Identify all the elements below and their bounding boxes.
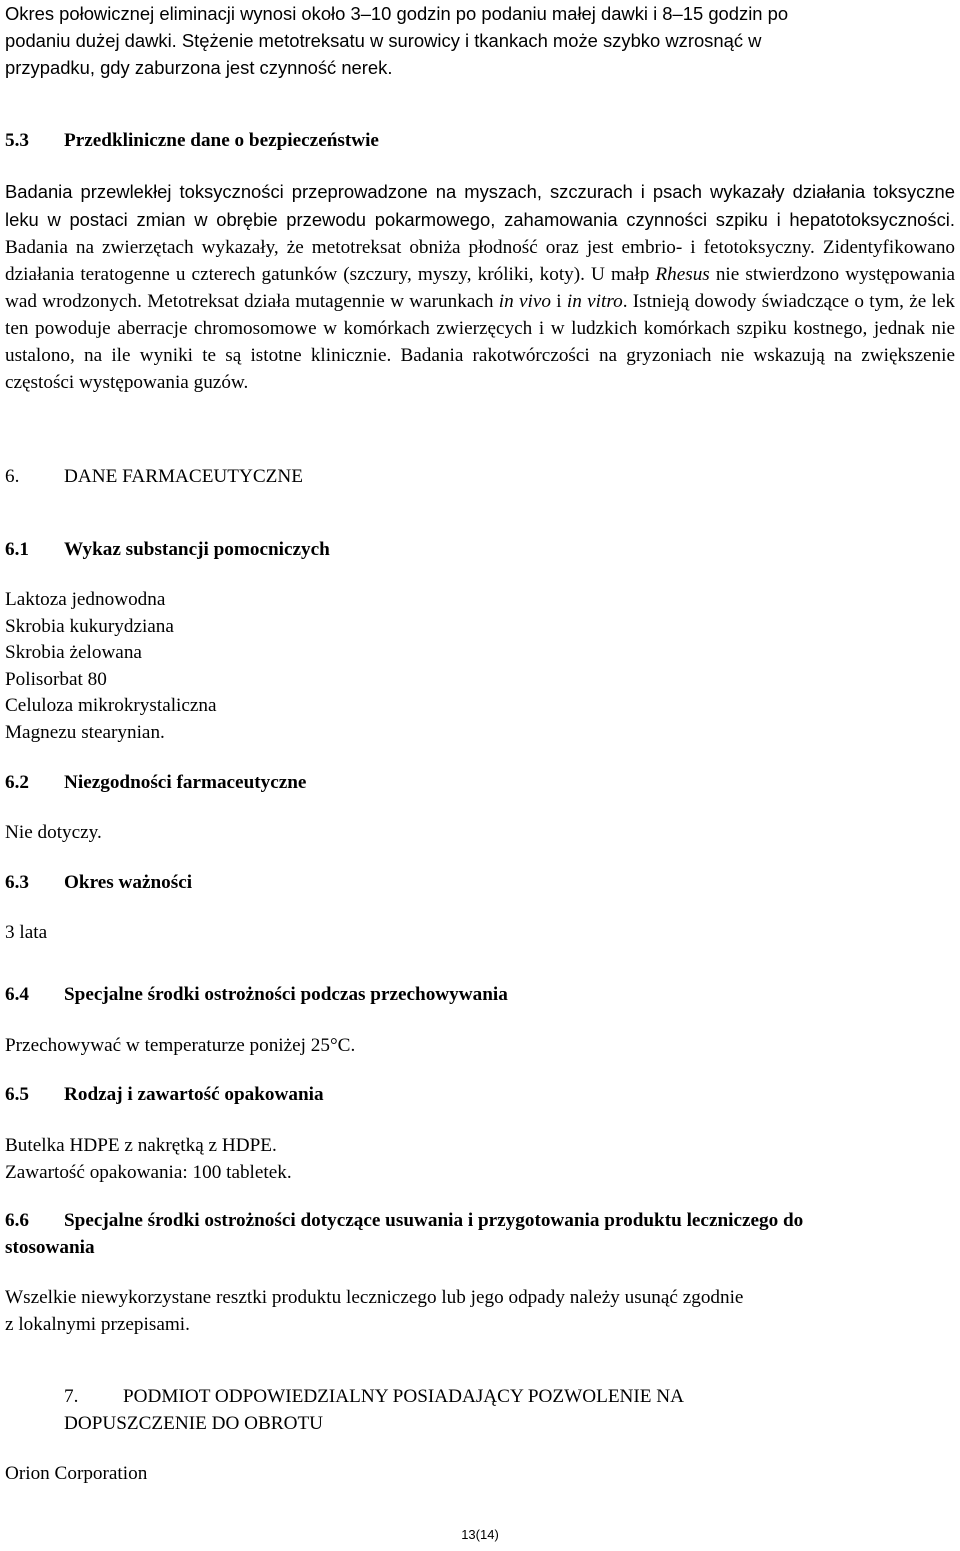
body-text: . Istnieją dowody świadczące o tym, że lek ten powoduje aberracje chromosomowe w komórkach zwierzęcych i w ludzkich komórkach szpiku kostnego, jednak nie ustalono, na ile wyniki te są istotne klinicznie. Badania rakotwórczości na gryzoniach nie wskazują na zwiększenie częstości występowania guzów. — [5, 291, 956, 393]
section-number: 6.3 — [5, 872, 29, 893]
section-number: 6.1 — [5, 539, 29, 560]
section-heading-6-2 — [5, 770, 955, 797]
section-heading-6-1 — [5, 537, 955, 564]
body-line: z lokalnymi przepisami. — [5, 1313, 190, 1335]
section-heading-6-6 — [5, 1208, 955, 1261]
page-number: 13(14) — [461, 1527, 499, 1542]
body-text: nie stwierdzono występowania wad wrodzonych. Metotreksat działa mutagennie w warunkach — [5, 264, 955, 312]
section-title: Przedkliniczne dane o bezpieczeństwie — [64, 130, 379, 151]
intro-line: Okres połowicznej eliminacji wynosi około 3–10 godzin po podaniu małej dawki i 8–15 godzin po — [5, 3, 789, 24]
section-title: Specjalne środki ostrożności podczas przechowywania — [64, 984, 508, 1005]
section-title: Specjalne środki ostrożności dotyczące usuwania i przygotowania produktu leczniczego do — [64, 1210, 804, 1231]
section-6-6-body — [5, 1285, 955, 1338]
list-item: Laktoza jednowodna — [5, 589, 166, 610]
section-heading-6-5 — [5, 1082, 955, 1109]
body-text: Badania przewlekłej toksyczności przeprowadzone na myszach, szczurach i psach wykazały działania toksyczne leku w postaci zmian w obrębie przewodu pokarmowego, zahamowania czynności szpiku i hepatotoksyczności. — [5, 181, 955, 230]
body-line: Wszelkie niewykorzystane resztki produktu leczniczego lub jego odpady należy usunąć zgodnie — [5, 1287, 744, 1308]
section-heading-5-3 — [5, 128, 955, 155]
section-title: Wykaz substancji pomocniczych — [64, 539, 330, 560]
section-5-3-body — [5, 178, 955, 396]
section-number: 7. — [64, 1386, 79, 1407]
body-text-italic: Rhesus — [655, 264, 710, 285]
section-number: 6.4 — [5, 984, 29, 1005]
section-heading-7 — [5, 1384, 955, 1437]
section-number: 5.3 — [5, 130, 29, 151]
section-heading-6-3 — [5, 870, 955, 897]
list-item: Magnezu stearynian. — [5, 721, 165, 743]
list-item: Celuloza mikrokrystaliczna — [5, 695, 217, 716]
excipients-list — [5, 587, 955, 746]
section-6-3-body: 3 lata — [5, 922, 48, 943]
body-text-italic: in vitro — [566, 291, 623, 312]
section-6-4-body: Przechowywać w temperaturze poniżej 25°C. — [5, 1035, 356, 1056]
body-text: Zidentyfikowano działania teratogenne u czterech gatunków (szczury, myszy, króliki, koty). U małp — [5, 237, 956, 285]
section-number: 6.5 — [5, 1084, 29, 1105]
section-number: 6. — [5, 466, 20, 487]
list-item: Skrobia żelowana — [5, 642, 142, 663]
intro-paragraph — [5, 0, 955, 81]
body-line: Butelka HDPE z nakrętką z HDPE. — [5, 1135, 277, 1156]
section-number: 6.6 — [5, 1210, 29, 1231]
section-6-2-body: Nie dotyczy. — [5, 822, 102, 843]
section-number: 6.2 — [5, 772, 29, 793]
body-text: Badania na zwierzętach wykazały, że metotreksat obniża płodność oraz jest embrio- i fetotoksyczny. — [5, 237, 815, 258]
intro-line: podaniu dużej dawki. Stężenie metotreksatu w surowicy i tkankach może szybko wzrosnąć w — [5, 30, 762, 51]
section-heading-6-4 — [5, 982, 955, 1009]
body-text-italic: in vivo — [498, 291, 551, 312]
section-7-body: Orion Corporation — [5, 1463, 148, 1484]
section-title: Rodzaj i zawartość opakowania — [64, 1084, 324, 1105]
list-item: Polisorbat 80 — [5, 668, 107, 690]
section-title: PODMIOT ODPOWIEDZIALNY POSIADAJĄCY POZWOLENIE NA — [123, 1386, 685, 1407]
section-title: DANE FARMACEUTYCZNE — [64, 466, 303, 487]
section-6-5-body — [5, 1133, 955, 1186]
section-title: Okres ważności — [64, 872, 193, 893]
section-heading-6 — [5, 464, 955, 491]
section-title-cont: stosowania — [5, 1236, 95, 1258]
list-item: Skrobia kukurydziana — [5, 615, 174, 637]
section-title: Niezgodności farmaceutyczne — [64, 772, 307, 793]
body-line: Zawartość opakowania: 100 tabletek. — [5, 1161, 292, 1183]
section-title-cont: DOPUSZCZENIE DO OBROTU — [64, 1412, 324, 1434]
intro-line: przypadku, gdy zaburzona jest czynność nerek. — [5, 57, 393, 78]
body-text: i — [550, 291, 567, 312]
